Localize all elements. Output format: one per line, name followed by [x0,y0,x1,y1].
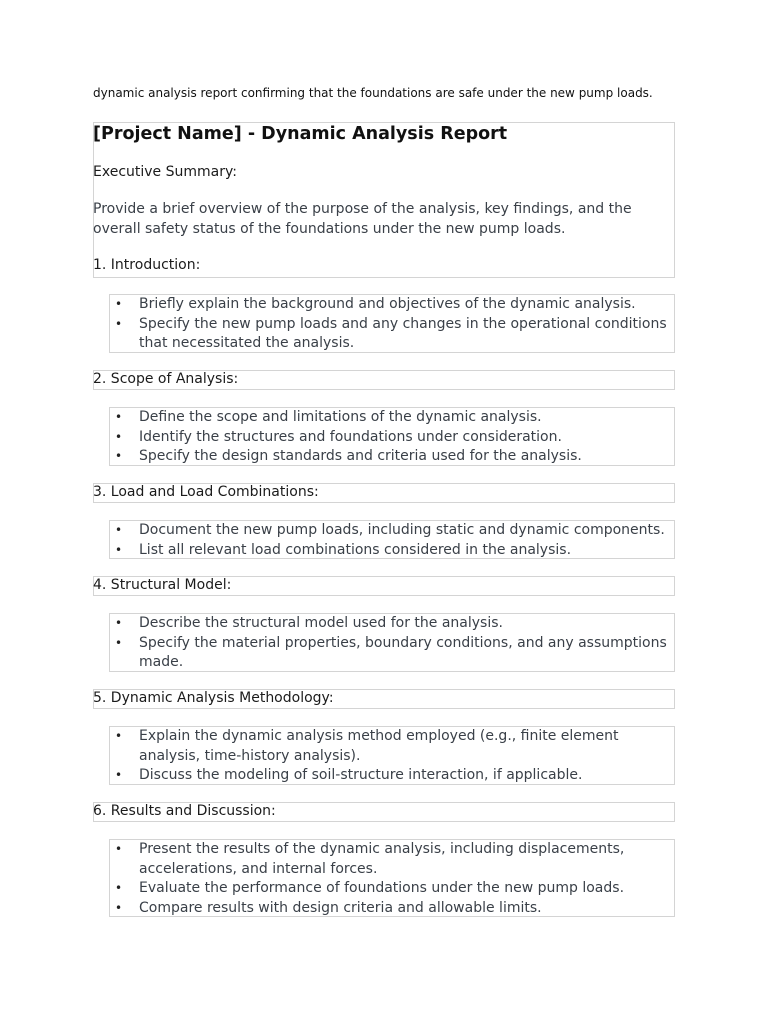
section-list-5 [109,727,675,786]
section-heading-3: 3. Load and Load Combinations: [93,484,319,500]
list-item: • Identify the structures and foundations under consideration. [109,428,675,448]
list-item: • Specify the new pump loads and any changes in the operational conditions that necessitated the analysis. [109,315,675,354]
section-list-6 [109,840,675,918]
list-item: • Present the results of the dynamic analysis, including displacements, accelerations, and internal forces. [109,840,675,879]
list-item: • Specify the material properties, boundary conditions, and any assumptions made. [109,634,675,673]
section-heading-2: 2. Scope of Analysis: [93,371,239,387]
list-item: • Discuss the modeling of soil-structure interaction, if applicable. [109,766,675,786]
list-item: • Describe the structural model used for the analysis. [109,614,675,634]
section-list-2 [109,408,675,467]
executive-summary-label: Executive Summary: [93,164,237,180]
section-heading-6: 6. Results and Discussion: [93,803,276,819]
list-item: • Define the scope and limitations of the dynamic analysis. [109,408,675,428]
list-item: • Explain the dynamic analysis method employed (e.g., finite element analysis, time-history analysis). [109,727,675,766]
section-list-4 [109,614,675,673]
section-list-3 [109,521,675,560]
list-item: • List all relevant load combinations considered in the analysis. [109,541,675,561]
section-list-1 [109,295,675,354]
page-title: [Project Name] - Dynamic Analysis Report [93,124,508,144]
section-heading-4: 4. Structural Model: [93,577,232,593]
list-item: • Compare results with design criteria and allowable limits. [109,899,675,919]
section-heading-1: 1. Introduction: [93,257,201,273]
list-item: • Briefly explain the background and objectives of the dynamic analysis. [109,295,675,315]
executive-summary-text: Provide a brief overview of the purpose of the analysis, key findings, and the overall safety status of the foundations under the new pump loads. [93,201,632,237]
list-item: • Evaluate the performance of foundations under the new pump loads. [109,879,675,899]
intro-line: dynamic analysis report confirming that the foundations are safe under the new pump loads. [93,86,653,100]
section-heading-5: 5. Dynamic Analysis Methodology: [93,690,334,706]
list-item: • Specify the design standards and criteria used for the analysis. [109,447,675,467]
list-item: • Document the new pump loads, including static and dynamic components. [109,521,675,541]
